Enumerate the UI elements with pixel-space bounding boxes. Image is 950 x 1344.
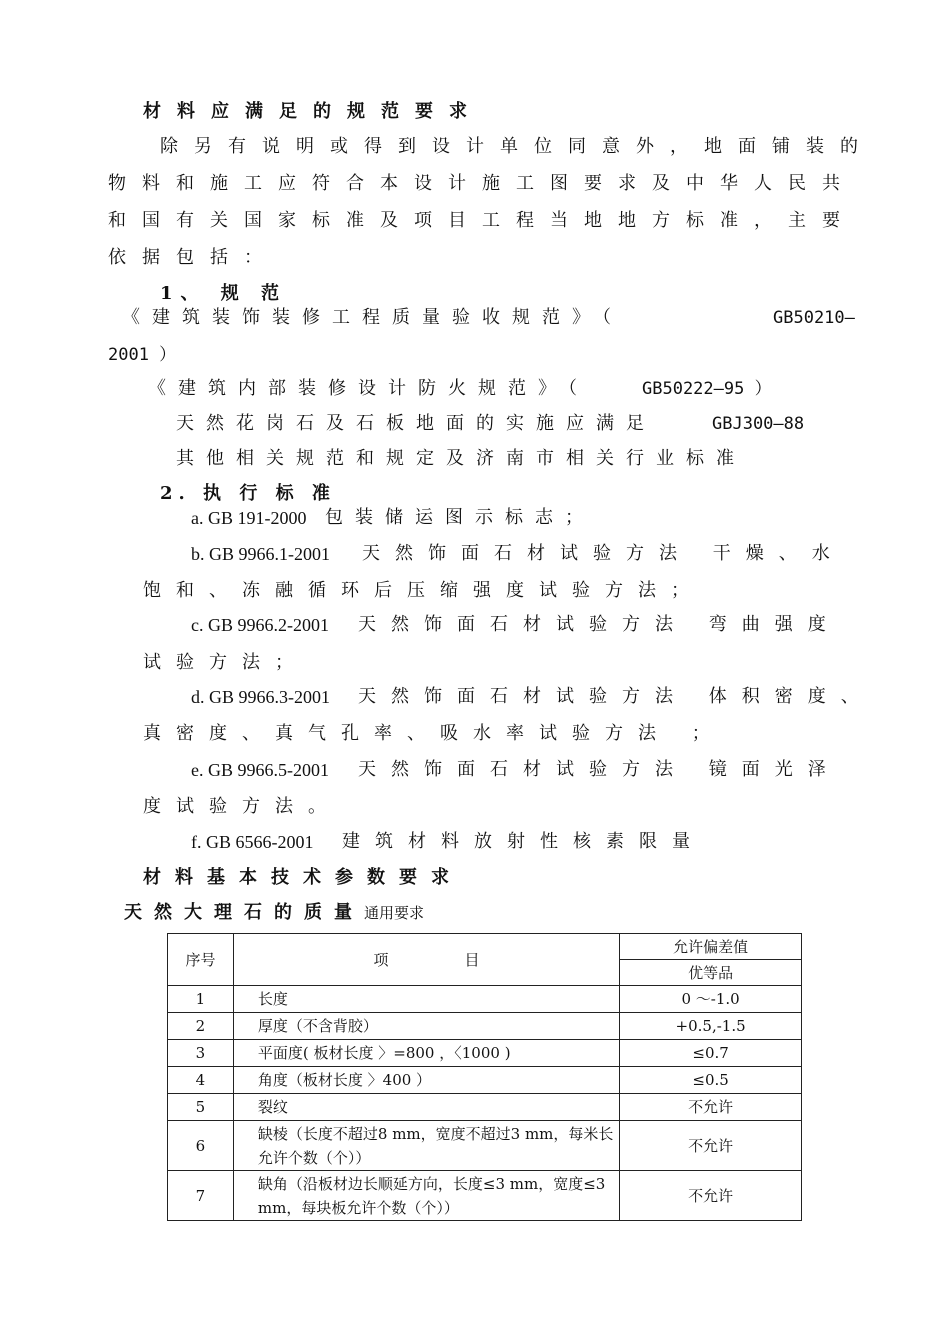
row-item: 厚度（不含背胶） xyxy=(233,1013,619,1040)
regulation-item: 《建筑装饰装修工程质量验收规范》（ xyxy=(122,307,623,328)
header-grade: 优等品 xyxy=(620,960,802,986)
row-item: 缺棱（长度不超过8 mm，宽度不超过3 mm，每米长允许个数（个）） xyxy=(233,1121,619,1171)
standard-text: 天然饰面石材试验方法 镜面光泽 xyxy=(358,759,841,780)
row-item: 裂纹 xyxy=(233,1094,619,1121)
regulations-heading: 1、 规 范 xyxy=(160,283,288,304)
table-row xyxy=(168,1067,802,1094)
intro-line: 物料和施工应符合本设计施工图要求及中华人民共 xyxy=(108,173,856,194)
row-item: 角度（板材长度 〉400 ） xyxy=(233,1067,619,1094)
row-no: 2 xyxy=(168,1013,234,1040)
regulation-code: 2001 ） xyxy=(108,345,177,365)
regulation-item: 天然花岗石及石板地面的实施应满足 xyxy=(176,413,656,434)
intro-line: 依据包括： xyxy=(108,247,278,268)
section-heading-material-requirements: 材料应满足的规范要求 xyxy=(143,101,483,122)
standard-code: c. GB 9966.2-2001 xyxy=(191,615,329,635)
standard-code: b. GB 9966.1-2001 xyxy=(191,544,330,564)
standards-heading: 2. 执 行 标 准 xyxy=(160,483,336,504)
header-item-b: 目 xyxy=(464,950,480,969)
intro-line: 除另有说明或得到设计单位同意外，地面铺装的 xyxy=(160,136,874,157)
standard-text-cont: 试验方法； xyxy=(143,652,308,673)
marble-quality-table xyxy=(167,933,802,1221)
standard-text: 包装储运图示标志； xyxy=(325,507,595,528)
table-row xyxy=(168,1040,802,1067)
regulation-code: GB50222—95 ） xyxy=(642,379,772,399)
standard-text: 建筑材料放射性核素限量 xyxy=(342,831,705,852)
regulation-code: GB50210— xyxy=(773,308,855,328)
standard-text: 天然饰面石材试验方法 弯曲强度 xyxy=(358,614,841,635)
header-no: 序号 xyxy=(168,934,234,986)
standard-text-cont: 真密度、真气孔率、吸水率试验方法 ； xyxy=(143,723,725,744)
regulation-item: 其他相关规范和规定及济南市相关行业标准 xyxy=(176,448,746,469)
row-value: ≤0.5 xyxy=(620,1067,802,1094)
row-item: 长度 xyxy=(233,986,619,1013)
row-no: 1 xyxy=(168,986,234,1013)
standard-text: 天然饰面石材试验方法 干燥、水 xyxy=(362,543,845,564)
row-value: ≤0.7 xyxy=(620,1040,802,1067)
intro-line: 和国有关国家标准及项目工程当地地方标准，主要 xyxy=(108,210,856,231)
row-no: 3 xyxy=(168,1040,234,1067)
standard-code: f. GB 6566-2001 xyxy=(191,832,314,852)
standard-text-cont: 度试验方法。 xyxy=(143,796,341,817)
row-no: 5 xyxy=(168,1094,234,1121)
standard-text: 天然饰面石材试验方法 体积密度、 xyxy=(358,686,874,707)
row-value: 不允许 xyxy=(620,1171,802,1221)
row-value: 0 ～-1.0 xyxy=(620,986,802,1013)
regulation-item: 《建筑内部装修设计防火规范》（ xyxy=(148,378,589,399)
row-item: 平面度( 板材长度 〉=800 ，〈1000 ) xyxy=(233,1040,619,1067)
standard-code: a. GB 191-2000 xyxy=(191,508,307,528)
row-value: +0.5,-1.5 xyxy=(620,1013,802,1040)
standard-code: d. GB 9966.3-2001 xyxy=(191,687,330,707)
row-no: 4 xyxy=(168,1067,234,1094)
subheading-marble-quality xyxy=(124,902,424,924)
header-deviation: 允许偏差值 xyxy=(620,934,802,960)
standard-code: e. GB 9966.5-2001 xyxy=(191,760,329,780)
subheading-plain: 通用要求 xyxy=(364,904,425,922)
table-row xyxy=(168,1121,802,1171)
table-row xyxy=(168,1094,802,1121)
header-item xyxy=(233,934,619,986)
standard-text-cont: 饱和、冻融循环后压缩强度试验方法； xyxy=(143,580,704,601)
header-item-a: 项 xyxy=(373,950,389,969)
section-heading-technical-parameters: 材料基本技术参数要求 xyxy=(143,867,463,888)
row-value: 不允许 xyxy=(620,1094,802,1121)
row-value: 不允许 xyxy=(620,1121,802,1171)
table-row xyxy=(168,1013,802,1040)
table-row xyxy=(168,1171,802,1221)
row-item: 缺角（沿板材边长顺延方向，长度≤3 mm，宽度≤3 mm，每块板允许个数（个）） xyxy=(233,1171,619,1221)
row-no: 6 xyxy=(168,1121,234,1171)
regulation-code: GBJ300—88 xyxy=(712,414,805,434)
subheading-bold: 天然大理石的质量 xyxy=(124,902,364,923)
row-no: 7 xyxy=(168,1171,234,1221)
table-row xyxy=(168,986,802,1013)
